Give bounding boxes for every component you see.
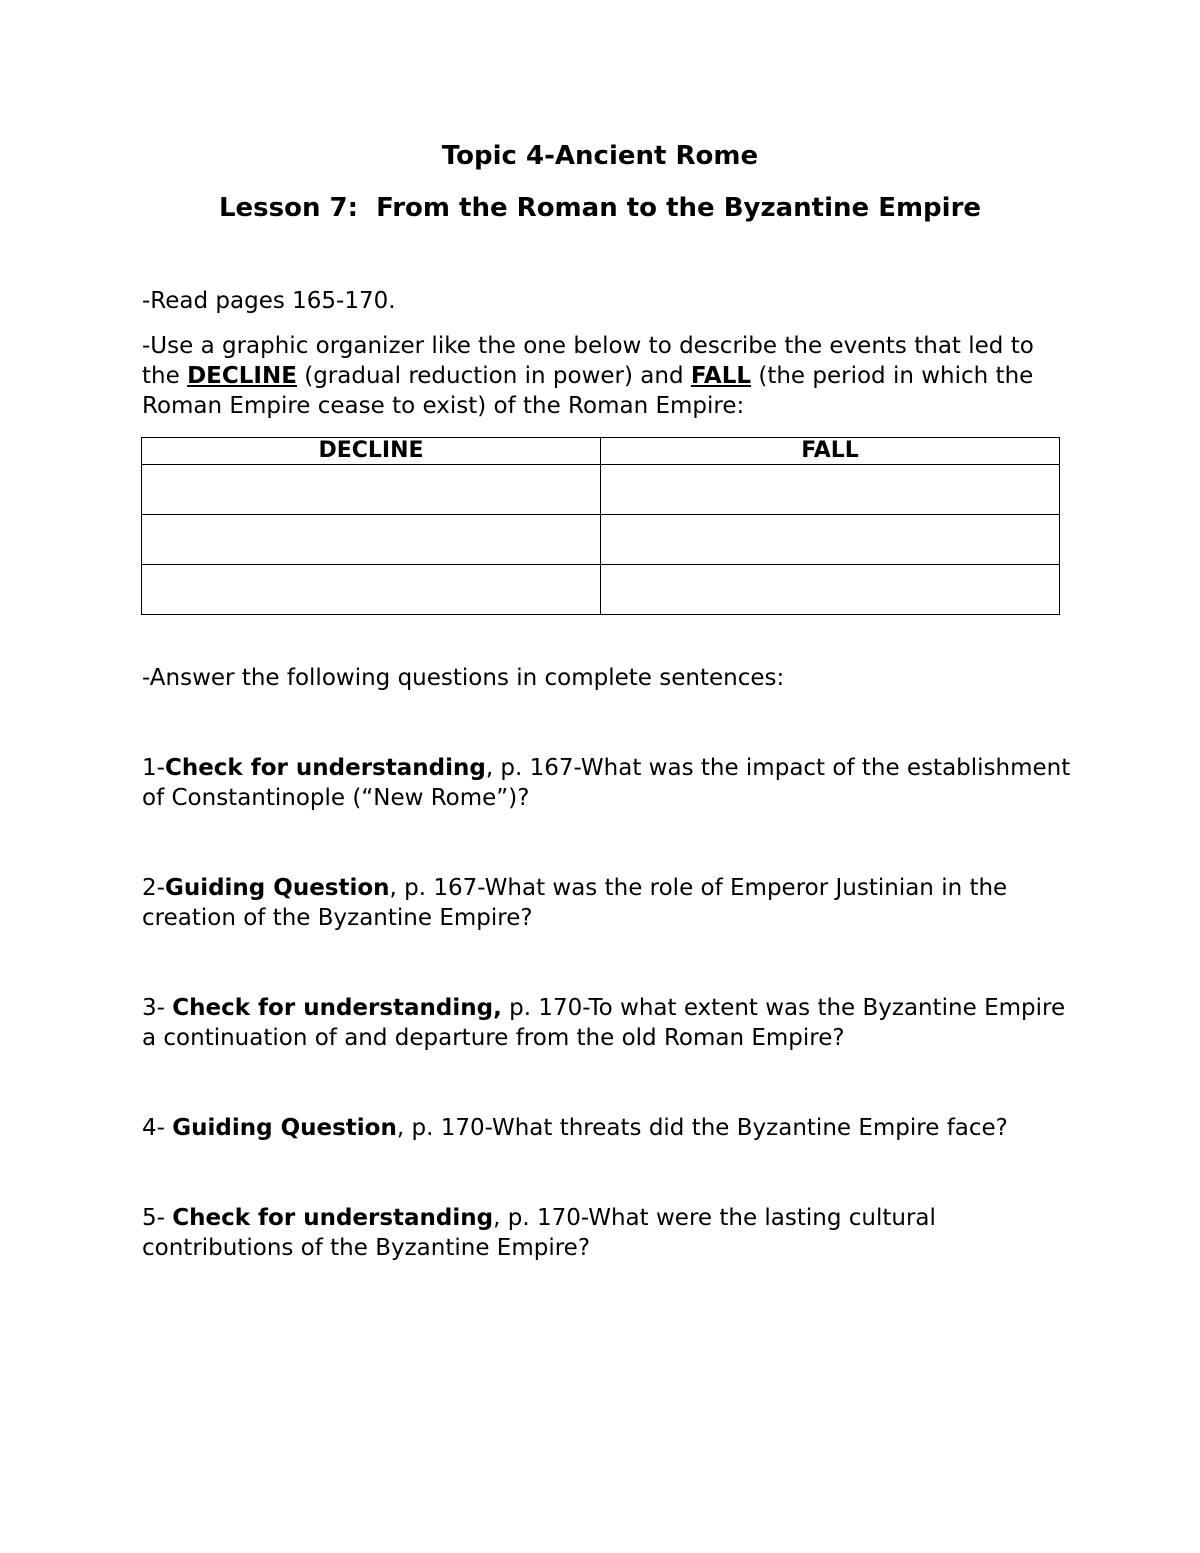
question-number: 4- — [142, 1115, 173, 1141]
question-label: Check for understanding — [172, 1205, 494, 1231]
question-2 — [142, 873, 1072, 933]
table-header-row — [142, 438, 1060, 465]
organizer-instruction — [142, 331, 1072, 421]
decline-cell[interactable] — [142, 515, 601, 565]
question-text: , p. 170-What threats did the Byzantine Empire face? — [396, 1115, 1008, 1141]
reading-instruction: -Read pages 165-170. — [142, 288, 396, 314]
question-1 — [142, 753, 1072, 813]
table-row — [142, 515, 1060, 565]
decline-term: DECLINE — [187, 363, 297, 389]
question-text: , p. 170-What were the lasting cultural contributions of the Byzantine Empire? — [142, 1205, 936, 1261]
question-label: Check for understanding — [164, 755, 486, 781]
decline-cell[interactable] — [142, 465, 601, 515]
table-row — [142, 565, 1060, 615]
fall-cell[interactable] — [601, 565, 1060, 615]
question-4 — [142, 1113, 1072, 1143]
question-number: 5- — [142, 1205, 173, 1231]
fall-column-header: FALL — [601, 438, 1060, 465]
question-number: 2- — [142, 875, 165, 901]
fall-cell[interactable] — [601, 515, 1060, 565]
decline-column-header: DECLINE — [142, 438, 601, 465]
graphic-organizer-table — [141, 437, 1060, 615]
decline-cell[interactable] — [142, 565, 601, 615]
organizer-instruction-text-2: (gradual reduction in power) and — [296, 363, 691, 389]
organizer-instruction-text-3: (the period in which the Roman Empire cease to exist) of the Roman Empire: — [142, 363, 1034, 419]
question-label: Guiding Question — [172, 1115, 397, 1141]
question-label: Guiding Question — [164, 875, 390, 901]
question-text: , p. 167-What was the role of Emperor Justinian in the creation of the Byzantine Empire? — [142, 875, 1008, 931]
fall-cell[interactable] — [601, 465, 1060, 515]
question-number: 3- — [142, 995, 173, 1021]
topic-title: Topic 4-Ancient Rome — [441, 141, 759, 171]
lesson-title: Lesson 7: From the Roman to the Byzantine Empire — [218, 193, 982, 223]
question-number: 1- — [142, 755, 165, 781]
question-text: p. 170-To what extent was the Byzantine Empire a continuation of and departure from the old Roman Empire? — [142, 995, 1066, 1051]
organizer-instruction-text-1: -Use a graphic organizer like the one below to describe the events that led to the — [142, 333, 1034, 389]
table-row — [142, 465, 1060, 515]
question-5 — [142, 1203, 1072, 1263]
question-3 — [142, 993, 1072, 1053]
question-label: Check for understanding, — [172, 995, 502, 1021]
question-text: , p. 167-What was the impact of the establishment of Constantinople (“New Rome”)? — [142, 755, 1071, 811]
answer-instruction: -Answer the following questions in complete sentences: — [142, 665, 785, 691]
fall-term: FALL — [690, 363, 752, 389]
